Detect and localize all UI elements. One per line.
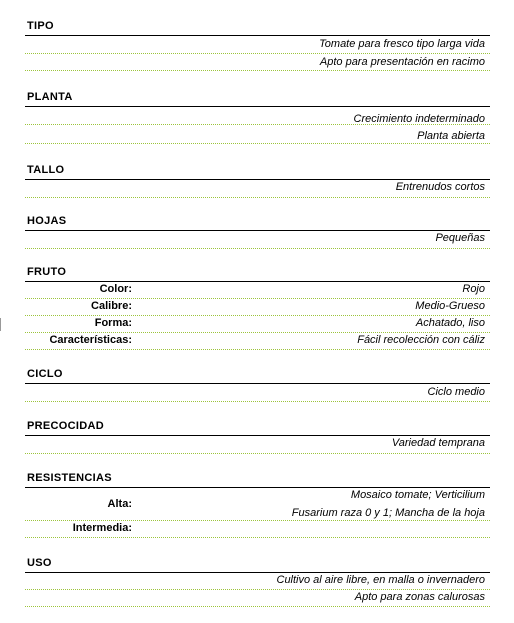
table-row: [25, 333, 490, 350]
section-title: HOJAS: [27, 215, 67, 227]
value-text: Pequeñas: [435, 232, 485, 244]
section-header: [25, 557, 490, 573]
value-text: Ciclo medio: [427, 386, 485, 398]
section-title: PRECOCIDAD: [27, 420, 104, 432]
row-label: Calibre:: [91, 300, 132, 312]
value-text: Rojo: [462, 283, 485, 295]
section-header: [25, 91, 490, 107]
section-title: TALLO: [27, 164, 65, 176]
value-text: Achatado, liso: [415, 317, 485, 329]
table-row: [25, 282, 490, 299]
section-title: FRUTO: [27, 266, 67, 278]
row-label: Intermedia:: [72, 522, 132, 534]
list-item: [25, 107, 490, 125]
table-row: [25, 521, 490, 538]
section-title: CICLO: [27, 368, 63, 380]
value-text: Cultivo al aire libre, en malla o invernadero: [276, 574, 485, 586]
value-text: Crecimiento indeterminado: [353, 113, 485, 125]
table-row: [25, 316, 490, 333]
list-item: [25, 231, 490, 249]
value-text: Medio-Grueso: [415, 300, 485, 312]
list-item: [25, 54, 490, 71]
value-text: Entrenudos cortos: [395, 181, 485, 193]
list-item: [25, 573, 490, 590]
section-header: [25, 20, 490, 36]
value-text: Apto para zonas calurosas: [354, 591, 485, 603]
value-text: Apto para presentación en racimo: [319, 56, 485, 68]
section-title: USO: [27, 557, 52, 569]
list-item: [25, 180, 490, 198]
section-header: [25, 266, 490, 282]
row-label: Características:: [49, 334, 132, 346]
row-label: Alta:: [107, 498, 132, 510]
list-item: [25, 384, 490, 402]
section-header: [25, 472, 490, 488]
section-title: TIPO: [27, 20, 54, 32]
table-row: [25, 488, 490, 521]
table-row: [25, 299, 490, 316]
section-title: PLANTA: [27, 91, 73, 103]
row-label: Color:: [99, 283, 132, 295]
row-label: Forma:: [94, 317, 132, 329]
list-item: [25, 590, 490, 607]
section-title: RESISTENCIAS: [27, 472, 112, 484]
section-header: [25, 215, 490, 231]
section-header: [25, 420, 490, 436]
list-item: [25, 125, 490, 144]
value-text: Fusarium raza 0 y 1; Mancha de la hoja: [291, 507, 485, 519]
value-text: Tomate para fresco tipo larga vida: [319, 38, 485, 50]
value-text: Variedad temprana: [391, 437, 485, 449]
list-item: [25, 36, 490, 54]
edge-marker: [0, 318, 1, 331]
list-item: [25, 436, 490, 454]
value-text: Fácil recolección con cáliz: [357, 334, 485, 346]
section-header: [25, 164, 490, 180]
section-header: [25, 368, 490, 384]
value-text: Planta abierta: [417, 130, 485, 142]
value-text: Mosaico tomate; Verticilium: [350, 489, 485, 501]
